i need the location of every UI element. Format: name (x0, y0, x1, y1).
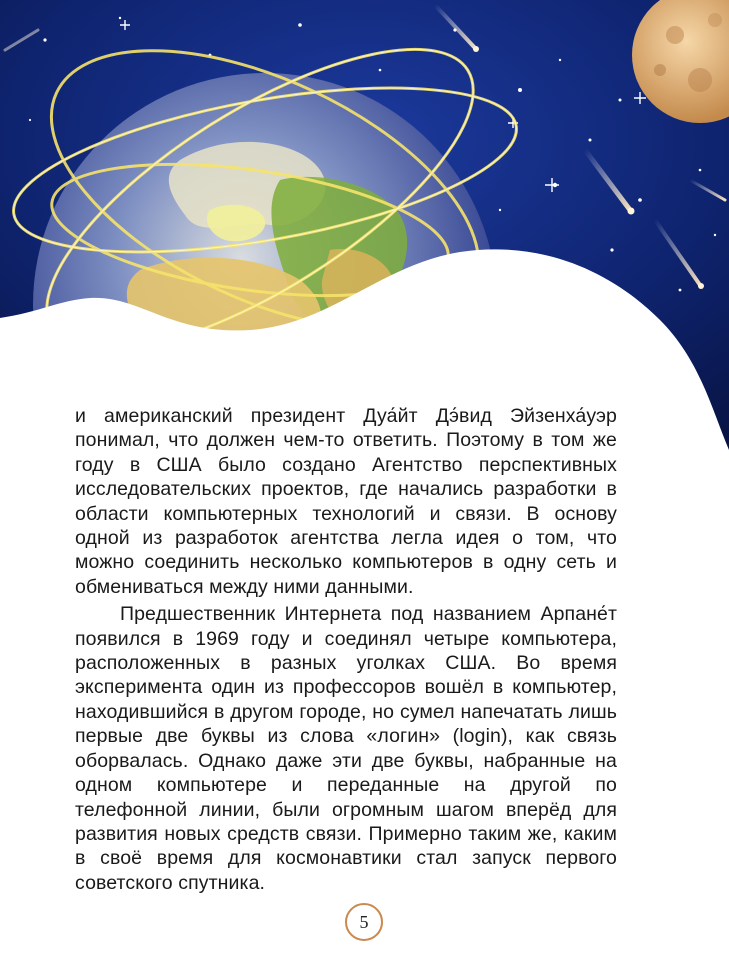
page-number: 5 (345, 903, 383, 941)
article-text (75, 404, 617, 895)
space-illustration (0, 0, 729, 470)
paragraph-1: и американский президент Дуа́йт Дэ́вид Эйзенха́уэр понимал, что должен чем-то ответить. Поэтому в том же году в США было создано Агентство перспективных исследовательских проектов, где начались разработки в области компьютерных технологий и связи. В основу одной из разработок агентства легла идея о том, что можно соединить несколько компьютеров в одну сеть и обмениваться между ними данными. (75, 405, 617, 598)
space-scene (0, 0, 729, 470)
paragraph-2: Предшественник Интернета под названием Арпане́т появился в 1969 году и соединял четыре компьютера, расположенных в разных уголках США. Во время эксперимента один из профессоров вошёл в компьютер, находившийся в другом городе, но сумел напечатать лишь первые две буквы из слова «логин» (login), как связь оборвалась. Однако даже эти две буквы, набранные на одном компьютере и переданные на другой по телефонной линии, были огромным шагом вперёд для развития новых средств связи. Примерно таким же, каким в своё время для космонавтики стал запуск первого советского спутника. (75, 603, 617, 894)
